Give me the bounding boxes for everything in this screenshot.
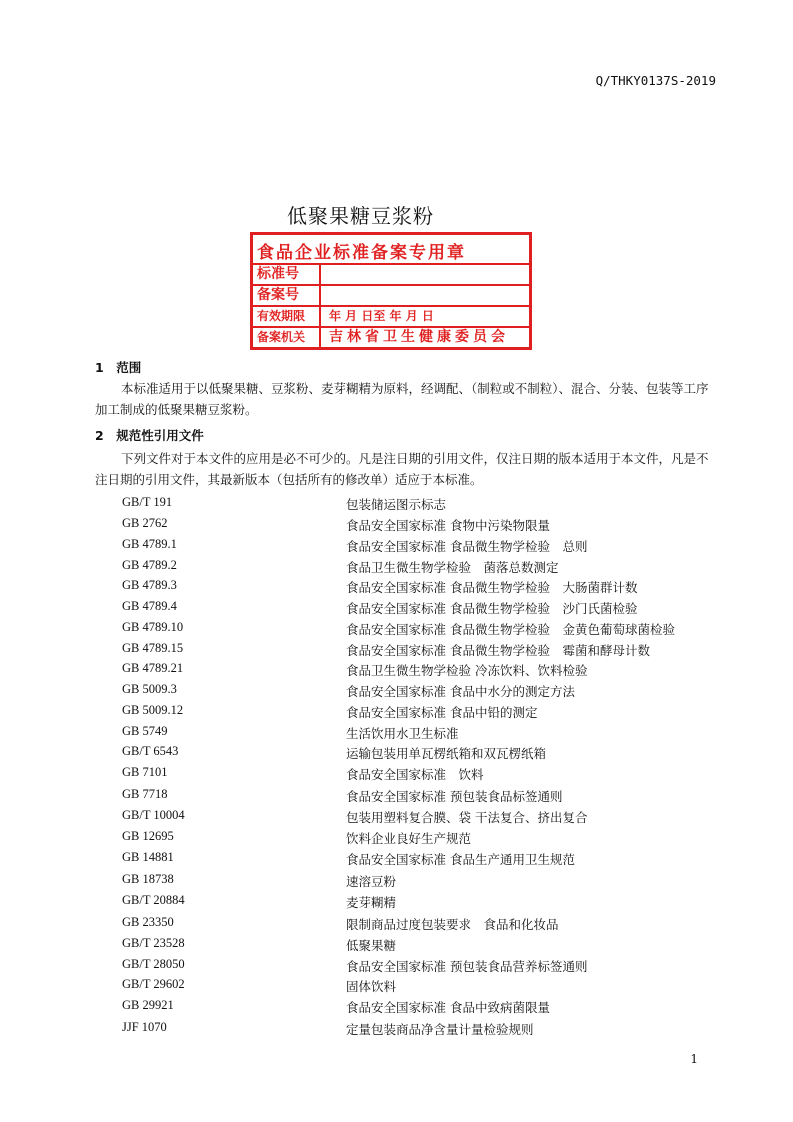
reference-code: GB 4789.15 xyxy=(122,641,184,655)
reference-code: GB 12695 xyxy=(122,829,174,843)
registration-stamp xyxy=(250,232,532,350)
reference-title: 限制商品过度包装要求 食品和化妆品 xyxy=(346,917,559,932)
reference-code: GB 4789.21 xyxy=(122,661,184,675)
reference-code: GB 5009.3 xyxy=(122,682,177,696)
reference-code: GB 5749 xyxy=(122,724,168,738)
reference-code: GB 2762 xyxy=(122,516,168,530)
reference-code: GB/T 191 xyxy=(122,495,173,509)
reference-title: 食品安全国家标准 预包装食品标签通则 xyxy=(346,789,563,804)
reference-title: 食品安全国家标准 食品中致病菌限量 xyxy=(346,1000,550,1015)
reference-title: 食品安全国家标准 食品微生物学检验 沙门氏菌检验 xyxy=(346,601,638,616)
reference-code: GB 7101 xyxy=(122,765,168,779)
reference-title: 固体饮料 xyxy=(346,979,397,994)
reference-code: GB 4789.1 xyxy=(122,537,177,551)
reference-title: 包装储运图示标志 xyxy=(346,497,447,512)
reference-code: GB 5009.12 xyxy=(122,703,184,717)
reference-title: 食品安全国家标准 预包装食品营养标签通则 xyxy=(346,959,588,974)
section-2-body: 下列文件对于本文件的应用是必不可少的。凡是注日期的引用文件，仅注日期的版本适用于本文件，凡是不注日期的引用文件，其最新版本（包括所有的修改单）适应于本标准。 xyxy=(95,451,709,487)
reference-title: 食品卫生微生物学检验 菌落总数测定 xyxy=(346,560,559,575)
stamp-row xyxy=(253,263,529,284)
stamp-row xyxy=(253,284,529,305)
stamp-value: 吉林省卫生健康委员会 xyxy=(329,329,509,345)
stamp-label: 有效期限 xyxy=(253,307,321,326)
reference-title: 速溶豆粉 xyxy=(346,874,397,889)
reference-title: 食品卫生微生物学检验 冷冻饮料、饮料检验 xyxy=(346,663,588,678)
reference-code: GB/T 28050 xyxy=(122,957,185,971)
reference-title: 食品安全国家标准 饮料 xyxy=(346,767,484,782)
reference-title: 食品安全国家标准 食品微生物学检验 大肠菌群计数 xyxy=(346,580,638,595)
reference-code: GB/T 29602 xyxy=(122,977,185,991)
reference-code: GB 23350 xyxy=(122,915,174,929)
reference-title: 生活饮用水卫生标准 xyxy=(346,726,459,741)
reference-title: 食品安全国家标准 食品生产通用卫生规范 xyxy=(346,852,575,867)
reference-code: GB/T 10004 xyxy=(122,808,185,822)
stamp-label: 备案机关 xyxy=(253,328,321,347)
stamp-row xyxy=(253,305,529,326)
reference-code: GB 4789.2 xyxy=(122,558,177,572)
section-2-heading: 2 规范性引用文件 xyxy=(95,428,204,443)
reference-code: GB/T 6543 xyxy=(122,744,179,758)
reference-title: 食品安全国家标准 食品微生物学检验 霉菌和酵母计数 xyxy=(346,643,650,658)
reference-code: GB 4789.4 xyxy=(122,599,177,613)
reference-title: 食品安全国家标准 食物中污染物限量 xyxy=(346,518,550,533)
reference-title: 食品安全国家标准 食品微生物学检验 总则 xyxy=(346,539,588,554)
reference-code: GB 7718 xyxy=(122,787,168,801)
reference-code: GB 4789.3 xyxy=(122,578,177,592)
stamp-label: 备案号 xyxy=(253,286,321,305)
page-number: 1 xyxy=(690,1052,698,1066)
standard-code: Q/THKY0137S-2019 xyxy=(595,73,716,88)
reference-code: GB 14881 xyxy=(122,850,174,864)
section-1-body: 本标准适用于以低聚果糖、豆浆粉、麦芽糊精为原料，经调配、（制粒或不制粒）、混合、分装、包装等工序加工制成的低聚果糖豆浆粉。 xyxy=(95,381,709,417)
stamp-row xyxy=(253,326,529,347)
reference-code: GB 18738 xyxy=(122,872,174,886)
reference-code: GB 4789.10 xyxy=(122,620,184,634)
reference-title: 包装用塑料复合膜、袋 干法复合、挤出复合 xyxy=(346,810,588,825)
section-1-heading: 1 范围 xyxy=(95,360,142,375)
stamp-value: 年 月 日至 年 月 日 xyxy=(329,309,434,323)
stamp-label: 标准号 xyxy=(253,265,321,284)
reference-title: 食品安全国家标准 食品中水分的测定方法 xyxy=(346,684,575,699)
document-title: 低聚果糖豆浆粉 xyxy=(287,204,434,228)
reference-title: 低聚果糖 xyxy=(346,938,397,953)
stamp-value xyxy=(321,286,529,305)
reference-code: JJF 1070 xyxy=(122,1020,167,1034)
reference-code: GB 29921 xyxy=(122,998,174,1012)
reference-code: GB/T 20884 xyxy=(122,893,185,907)
reference-title: 定量包装商品净含量计量检验规则 xyxy=(346,1022,534,1037)
reference-title: 饮料企业良好生产规范 xyxy=(346,831,472,846)
stamp-value xyxy=(321,265,529,284)
reference-title: 食品安全国家标准 食品微生物学检验 金黄色葡萄球菌检验 xyxy=(346,622,675,637)
reference-title: 麦芽糊精 xyxy=(346,895,397,910)
reference-title: 食品安全国家标准 食品中铅的测定 xyxy=(346,705,538,720)
reference-title: 运输包装用单瓦楞纸箱和双瓦楞纸箱 xyxy=(346,746,547,761)
stamp-title: 食品企业标准备案专用章 xyxy=(257,243,466,263)
reference-code: GB/T 23528 xyxy=(122,936,185,950)
